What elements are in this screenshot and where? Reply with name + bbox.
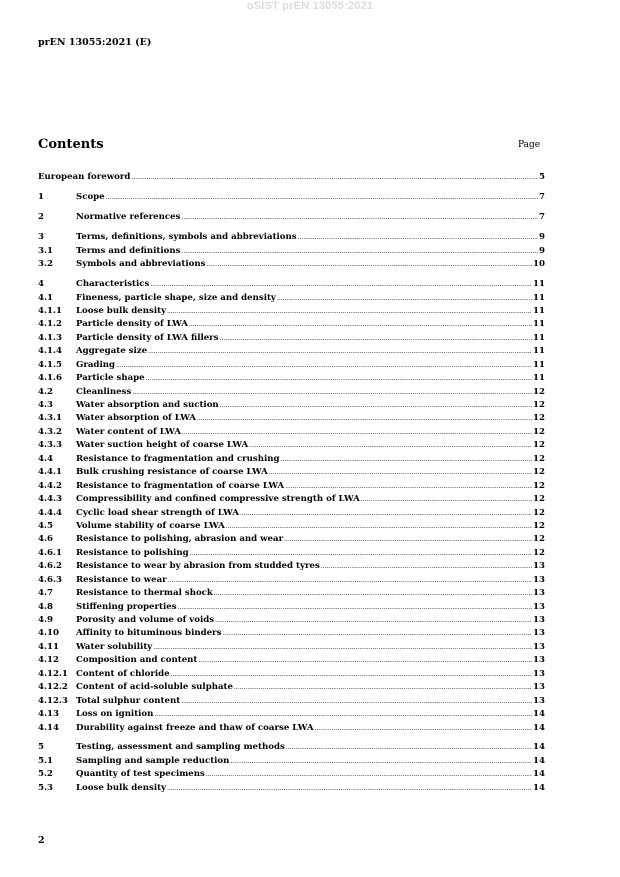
- toc-dot-leader: [178, 602, 532, 612]
- toc-entry-title: Fineness, particle shape, size and density: [76, 292, 276, 303]
- toc-dot-leader: [277, 293, 532, 303]
- toc-entry-number: 4.13: [38, 709, 59, 720]
- toc-entry-title: Water solubility: [76, 641, 153, 652]
- toc-entry-number: 4.9: [38, 615, 53, 625]
- toc-entry-page: 12: [533, 467, 545, 478]
- toc-entry-number: 4.8: [38, 601, 53, 612]
- toc-entry-title: Durability against freeze and thaw of coarse LWA: [76, 722, 314, 733]
- toc-entry[interactable]: [38, 612, 545, 625]
- toc-entry-title: Particle shape: [76, 373, 145, 384]
- toc-dot-leader: [198, 655, 532, 665]
- toc-entry-title: Characteristics: [76, 279, 150, 290]
- toc-entry[interactable]: [38, 276, 545, 289]
- toc-entry-page: 11: [533, 305, 545, 316]
- toc-entry-page: 13: [533, 601, 545, 612]
- toc-dot-leader: [286, 742, 532, 752]
- toc-dot-leader: [361, 494, 532, 504]
- page-column-label: Page: [518, 140, 541, 150]
- toc-entry[interactable]: [38, 450, 545, 463]
- toc-entry-page: 13: [533, 641, 545, 652]
- toc-entry-page: 12: [533, 520, 545, 531]
- toc-dot-leader: [220, 333, 532, 343]
- toc-entry-number: 3.1: [38, 245, 53, 256]
- toc-entry-page: 14: [533, 742, 545, 753]
- toc-entry[interactable]: [38, 766, 545, 779]
- toc-entry[interactable]: [38, 370, 545, 383]
- toc-dot-leader: [234, 682, 532, 692]
- toc-dot-leader: [240, 508, 532, 518]
- toc-entry[interactable]: [38, 397, 545, 410]
- toc-entry-number: 4.3.1: [38, 413, 62, 424]
- toc-entry-number: 3: [38, 232, 44, 243]
- toc-entry[interactable]: [38, 679, 545, 692]
- toc-entry-title: Resistance to thermal shock: [76, 588, 213, 599]
- toc-entry-number: 2: [38, 212, 44, 223]
- toc-dot-leader: [150, 279, 532, 289]
- toc-entry-title: Resistance to polishing: [76, 547, 189, 558]
- toc-dot-leader: [285, 481, 532, 491]
- toc-entry-number: 4.1.1: [38, 305, 62, 316]
- toc-entry-number: 4.1.2: [38, 319, 62, 330]
- toc-entry-page: 14: [533, 709, 545, 720]
- toc-entry[interactable]: [38, 665, 545, 678]
- toc-dot-leader: [181, 696, 532, 706]
- toc-dot-leader: [181, 212, 538, 222]
- toc-entry-number: 5.1: [38, 755, 53, 766]
- toc-entry-number: 4.6: [38, 534, 53, 545]
- toc-entry[interactable]: [38, 585, 545, 598]
- toc-dot-leader: [249, 440, 532, 450]
- toc-entry-page: 13: [533, 668, 545, 679]
- toc-entry-page: 12: [533, 480, 545, 491]
- toc-entry-number: 5.3: [38, 782, 53, 793]
- toc-entry[interactable]: [38, 343, 545, 356]
- toc-entry-page: 13: [533, 574, 545, 585]
- toc-entry-number: 4.7: [38, 588, 53, 599]
- toc-entry-title: Scope: [76, 192, 105, 203]
- toc-entry-page: 11: [533, 292, 545, 303]
- contents-heading: Contents: [38, 137, 104, 152]
- toc-entry[interactable]: [38, 423, 545, 436]
- toc-dot-leader: [269, 467, 532, 477]
- toc-entry-number: 3.2: [38, 259, 53, 270]
- toc-entry[interactable]: [38, 356, 545, 369]
- toc-entry-title: Grading: [76, 359, 115, 370]
- toc-entry-number: 5.2: [38, 769, 53, 780]
- toc-entry-number: 4.3.3: [38, 440, 62, 451]
- toc-entry-title: Affinity to bituminous binders: [76, 628, 222, 639]
- toc-dot-leader: [168, 575, 532, 585]
- toc-entry-number: 4.1.4: [38, 346, 62, 357]
- toc-entry[interactable]: [38, 531, 545, 544]
- toc-entry-number: 4.1.3: [38, 332, 62, 343]
- toc-dot-leader: [190, 548, 532, 558]
- toc-entry-number: 4.3.2: [38, 426, 62, 437]
- toc-entry[interactable]: [38, 625, 545, 638]
- toc-entry[interactable]: [38, 316, 545, 329]
- toc-entry-title: Bulk crushing resistance of coarse LWA: [76, 467, 268, 478]
- toc-entry-number: 4.2: [38, 386, 53, 397]
- toc-entry-page: 11: [533, 346, 545, 357]
- toc-entry[interactable]: [38, 558, 545, 571]
- toc-entry-title: Water content of LWA: [76, 426, 181, 437]
- toc-entry-title: Symbols and abbreviations: [76, 259, 206, 270]
- toc-entry-page: 12: [533, 400, 545, 410]
- toc-entry-number: 4.12.2: [38, 682, 68, 693]
- toc-entry-page: 11: [533, 319, 545, 330]
- toc-entry[interactable]: [38, 571, 545, 584]
- toc-entry-page: 13: [533, 628, 545, 639]
- toc-entry-number: 4.6.3: [38, 574, 62, 585]
- toc-entry-number: 5: [38, 742, 44, 753]
- toc-dot-leader: [197, 413, 532, 423]
- toc-dot-leader: [321, 561, 532, 571]
- toc-entry-title: Resistance to wear: [76, 574, 167, 585]
- toc-entry-page: 9: [539, 245, 545, 256]
- toc-entry-page: 12: [533, 494, 545, 505]
- toc-entry-page: 12: [533, 413, 545, 424]
- toc-dot-leader: [206, 769, 532, 779]
- toc-entry-title: Content of acid-soluble sulphate: [76, 682, 233, 693]
- toc-entry-title: Water suction height of coarse LWA: [76, 440, 249, 451]
- toc-entry-title: Terms and definitions: [76, 245, 181, 256]
- toc-dot-leader: [132, 387, 532, 397]
- toc-dot-leader: [131, 172, 538, 182]
- toc-entry-number: 1: [38, 192, 44, 203]
- toc-entry-title: Quantity of test specimens: [76, 769, 205, 780]
- document-id: prEN 13055:2021 (E): [38, 37, 152, 48]
- toc-entry[interactable]: [38, 209, 545, 222]
- toc-entry[interactable]: [38, 706, 545, 719]
- toc-entry-page: 13: [533, 588, 545, 599]
- toc-entry-number: 4.6.2: [38, 561, 62, 572]
- toc-entry[interactable]: [38, 598, 545, 611]
- toc-entry-title: Content of chloride: [76, 668, 170, 679]
- toc-entry-number: 4.11: [38, 641, 59, 652]
- toc-entry-title: Sampling and sample reduction: [76, 755, 230, 766]
- toc-dot-leader: [214, 588, 532, 598]
- toc-entry[interactable]: [38, 464, 545, 477]
- toc-entry-number: 4.10: [38, 628, 59, 639]
- toc-entry[interactable]: [38, 692, 545, 705]
- toc-entry-page: 12: [533, 440, 545, 451]
- toc-entry-page: 14: [533, 782, 545, 793]
- toc-entry-number: 4.4: [38, 453, 53, 464]
- toc-entry-number: 4.5: [38, 520, 53, 531]
- toc-entry-number: 4.12.1: [38, 668, 68, 679]
- toc-entry-number: 4.14: [38, 722, 59, 733]
- toc-entry-page: 12: [533, 453, 545, 464]
- toc-dot-leader: [220, 400, 532, 410]
- table-of-contents: [38, 169, 545, 793]
- toc-dot-leader: [171, 669, 532, 679]
- toc-dot-leader: [154, 709, 532, 719]
- toc-entry-page: 13: [533, 695, 545, 706]
- toc-entry[interactable]: [38, 383, 545, 396]
- toc-entry-number: 4.4.4: [38, 507, 62, 518]
- toc-entry-title: Cleanliness: [76, 386, 132, 397]
- toc-entry[interactable]: [38, 303, 545, 316]
- toc-entry-title: Resistance to fragmentation of coarse LWA: [76, 480, 285, 491]
- toc-entry-page: 13: [533, 615, 545, 625]
- toc-dot-leader: [146, 373, 532, 383]
- toc-entry-number: 4.1.5: [38, 359, 62, 370]
- toc-entry-page: 12: [533, 507, 545, 518]
- toc-entry-page: 11: [533, 359, 545, 370]
- toc-entry[interactable]: [38, 189, 545, 202]
- toc-entry-page: 14: [533, 755, 545, 766]
- toc-dot-leader: [226, 521, 532, 531]
- page-number: 2: [38, 835, 45, 846]
- toc-entry-title: Total sulphur content: [76, 695, 181, 706]
- toc-entry[interactable]: [38, 544, 545, 557]
- toc-entry-page: 12: [533, 426, 545, 437]
- toc-entry[interactable]: [38, 169, 545, 182]
- toc-entry[interactable]: [38, 719, 545, 732]
- toc-entry-page: 12: [533, 534, 545, 545]
- toc-entry[interactable]: [38, 752, 545, 765]
- toc-entry[interactable]: [38, 410, 545, 423]
- toc-entry-page: 7: [539, 192, 545, 203]
- toc-entry-title: Terms, definitions, symbols and abbreviations: [76, 232, 297, 243]
- toc-entry-title: Particle density of LWA: [76, 319, 188, 330]
- toc-entry[interactable]: [38, 739, 545, 752]
- toc-entry-title: Testing, assessment and sampling methods: [76, 742, 285, 753]
- toc-entry-number: 4.4.2: [38, 480, 62, 491]
- toc-entry[interactable]: [38, 477, 545, 490]
- toc-entry-title: Composition and content: [76, 655, 198, 666]
- toc-entry-title: Normative references: [76, 212, 181, 223]
- toc-dot-leader: [315, 723, 533, 733]
- toc-entry[interactable]: [38, 652, 545, 665]
- toc-entry-page: 11: [533, 373, 545, 384]
- toc-dot-leader: [106, 192, 538, 202]
- toc-entry-title: Loose bulk density: [76, 782, 167, 793]
- toc-dot-leader: [116, 360, 532, 370]
- toc-entry-number: 4.4.3: [38, 494, 62, 505]
- toc-entry-page: 13: [533, 682, 545, 693]
- toc-dot-leader: [284, 534, 532, 544]
- watermark: oSIST prEN 13055:2021: [246, 0, 374, 12]
- toc-entry[interactable]: [38, 242, 545, 255]
- toc-entry-number: 4.1.6: [38, 373, 62, 384]
- toc-entry-title: Aggregate size: [76, 346, 148, 357]
- toc-dot-leader: [148, 346, 532, 356]
- toc-entry-title: Cyclic load shear strength of LWA: [76, 507, 239, 518]
- toc-entry-page: 14: [533, 769, 545, 780]
- toc-dot-leader: [281, 454, 533, 464]
- toc-entry-title: Water absorption of LWA: [76, 413, 196, 424]
- toc-entry-page: 11: [533, 332, 545, 343]
- toc-dot-leader: [230, 756, 532, 766]
- toc-dot-leader: [167, 783, 532, 793]
- toc-entry-number: 4.6.1: [38, 547, 62, 558]
- toc-entry-title: Stiffening properties: [76, 601, 177, 612]
- toc-entry-title: Loose bulk density: [76, 305, 167, 316]
- toc-entry-page: 11: [533, 279, 545, 290]
- toc-dot-leader: [298, 232, 538, 242]
- toc-entry[interactable]: [38, 491, 545, 504]
- toc-entry[interactable]: [38, 504, 545, 517]
- toc-entry-page: 12: [533, 547, 545, 558]
- toc-dot-leader: [206, 259, 532, 269]
- toc-entry[interactable]: [38, 779, 545, 792]
- toc-entry-page: 10: [533, 259, 545, 270]
- toc-entry-page: 13: [533, 655, 545, 666]
- toc-entry[interactable]: [38, 437, 545, 450]
- toc-dot-leader: [182, 427, 532, 437]
- toc-dot-leader: [167, 306, 532, 316]
- toc-entry-page: 9: [539, 232, 545, 243]
- toc-entry-title: Compressibility and confined compressive strength of LWA: [76, 494, 360, 505]
- toc-entry[interactable]: [38, 638, 545, 651]
- toc-entry[interactable]: [38, 229, 545, 242]
- toc-entry[interactable]: [38, 289, 545, 302]
- toc-entry-title: Resistance to fragmentation and crushing: [76, 453, 280, 464]
- toc-entry-page: 13: [533, 561, 545, 572]
- toc-entry-page: 12: [533, 386, 545, 397]
- toc-entry-number: 4.3: [38, 400, 53, 410]
- toc-entry-number: 4.12.3: [38, 695, 68, 706]
- toc-entry-title: Resistance to wear by abrasion from studded tyres: [76, 561, 320, 572]
- toc-entry-page: 5: [539, 172, 545, 183]
- toc-entry-number: 4.1: [38, 292, 53, 303]
- toc-entry-title: Particle density of LWA fillers: [76, 332, 219, 343]
- toc-entry-number: 4.4.1: [38, 467, 62, 478]
- toc-entry-title: Volume stability of coarse LWA: [76, 520, 225, 531]
- toc-dot-leader: [189, 319, 532, 329]
- toc-entry-title: Porosity and volume of voids: [76, 615, 215, 625]
- toc-dot-leader: [181, 246, 538, 256]
- toc-entry-title: European foreword: [38, 172, 131, 183]
- toc-entry-page: 7: [539, 212, 545, 223]
- toc-entry[interactable]: [38, 256, 545, 269]
- toc-dot-leader: [153, 642, 532, 652]
- toc-entry-number: 4.12: [38, 655, 59, 666]
- toc-entry-title: Resistance to polishing, abrasion and wear: [76, 534, 284, 545]
- toc-entry[interactable]: [38, 329, 545, 342]
- toc-entry-title: Water absorption and suction: [76, 400, 219, 410]
- toc-entry[interactable]: [38, 518, 545, 531]
- toc-dot-leader: [215, 615, 532, 625]
- toc-entry-number: 4: [38, 279, 44, 290]
- toc-entry-page: 14: [533, 722, 545, 733]
- toc-entry-title: Loss on ignition: [76, 709, 154, 720]
- toc-dot-leader: [222, 628, 532, 638]
